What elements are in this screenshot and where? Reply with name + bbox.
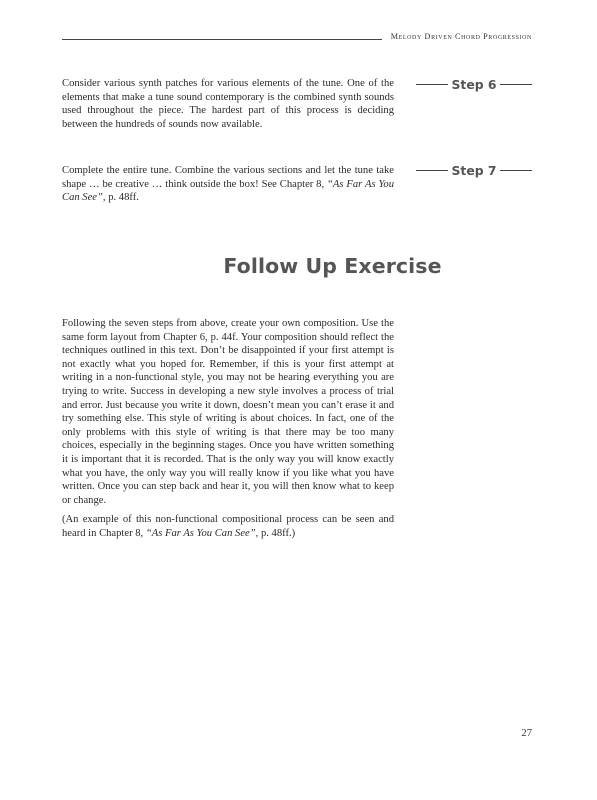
step-7-marker <box>416 163 532 178</box>
body-paragraph-2-chapter-title: “As Far As You Can See” <box>145 527 256 539</box>
header-rule <box>62 39 382 40</box>
step-7-text-tail: , p. 48ff. <box>102 192 139 204</box>
step-7-text <box>62 164 394 205</box>
step-6-label: Step 6 <box>451 77 497 92</box>
step-7-chapter-title: “As Far As You Can See” <box>62 178 394 204</box>
section-body <box>62 317 394 547</box>
step-6-text: Consider various synth patches for various elements of the tune. One of the elements that make a tune sound contemporary is the combined synth sounds used throughout the piece. The hardest part of this process is deciding between the hundreds of sounds now available. <box>62 78 394 130</box>
body-paragraph-1: Following the seven steps from above, create your own composition. Use the same form layout from Chapter 6, p. 44f. Your composition should reflect the techniques outlined in this text. Don’t be disappointed if your first attempt is not exactly what you hoped for. Remember, if this is your first attempt at writing in a non-functional style, you may not be hearing everything you are trying to write. Success in developing a new style involves a process of trial and error. Just because you write it down, doesn’t mean you can’t erase it and try something else. This style of writing is about choices. In fact, one of the only problems with this style of writing is that there may be too many choices, especially in the beginning stages. Once you have written something it is important that it is recorded. That is the only way you will know exactly what you have, the only way you will really know if you like what you have written. Once you can step back and hear it, you will then know what to keep or change. <box>62 318 394 506</box>
step-6-rule-left <box>416 84 448 85</box>
step-7-label: Step 7 <box>451 163 497 178</box>
step-7-text-main: Complete the entire tune. Combine the various sections and let the tune take shape … be creative … think outside the box! See Chapter 8, <box>62 165 394 190</box>
step-7-rule-right <box>500 170 532 171</box>
section-heading: Follow Up Exercise <box>223 254 442 278</box>
step-6-rule-right <box>500 84 532 85</box>
body-paragraph-2-main: (An example of this non-functional compositional process can be seen and heard in Chapter 8, <box>62 514 394 539</box>
body-paragraph-2 <box>62 513 394 540</box>
step-6-marker <box>416 77 532 92</box>
body-paragraph-2-tail: , p. 48ff.) <box>255 527 296 539</box>
page-number: 27 <box>521 728 532 739</box>
running-header-title: Melody Driven Chord Progression <box>390 32 532 41</box>
step-7-rule-left <box>416 170 448 171</box>
